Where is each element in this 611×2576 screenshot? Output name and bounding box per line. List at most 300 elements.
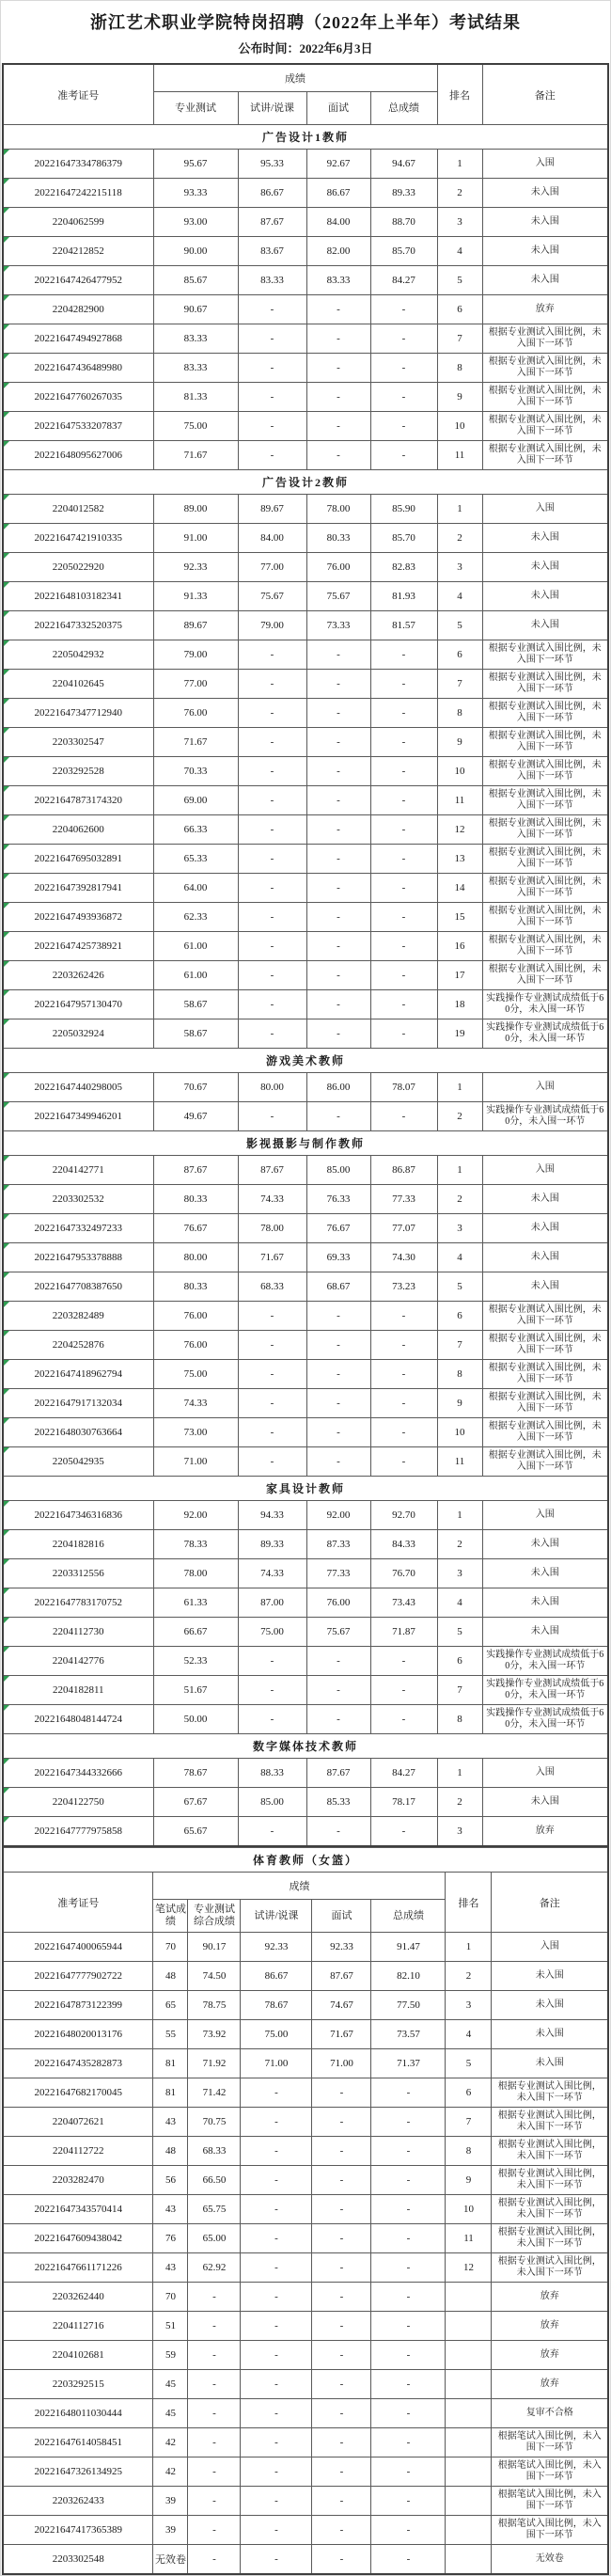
table-row — [3, 412, 608, 441]
admission-no-cell: 20221647760267035 — [3, 383, 153, 412]
rank-cell: 2 — [437, 1788, 482, 1817]
admission-no-cell: 2204012582 — [3, 495, 153, 524]
remark-cell: 根据专业测试入围比例，未入围下一环节 — [482, 815, 608, 845]
score-cell: - — [306, 412, 370, 441]
score-cell: - — [241, 2341, 312, 2370]
score-cell: 75.67 — [238, 582, 306, 611]
rank-cell: 10 — [437, 757, 482, 786]
rank-cell — [446, 2283, 492, 2312]
score-cell: - — [241, 2545, 312, 2575]
section-title: 家具设计教师 — [3, 1477, 608, 1501]
admission-no-cell: 20221647494927868 — [3, 324, 153, 354]
table-row — [3, 1185, 608, 1214]
admission-no-cell: 2204212852 — [3, 237, 153, 266]
admission-no-cell: 20221647242215118 — [3, 179, 153, 208]
remark-cell: 未入围 — [492, 2049, 608, 2078]
score-cell: - — [188, 2516, 241, 2545]
rank-cell: 2 — [437, 179, 482, 208]
table-row — [3, 1676, 608, 1705]
section-header-row — [3, 1131, 608, 1156]
score-cell: - — [312, 2312, 371, 2341]
score-cell: 71.00 — [153, 1447, 238, 1477]
score-cell: - — [241, 2399, 312, 2428]
admission-no-cell: 2203282470 — [3, 2166, 153, 2195]
score-cell: - — [238, 1705, 306, 1734]
rank-cell — [446, 2428, 492, 2457]
score-cell: - — [306, 874, 370, 903]
score-cell: 78.67 — [241, 1991, 312, 2020]
remark-cell: 根据专业测试入围比例，未入围下一环节 — [482, 786, 608, 815]
admission-no-cell: 2205022920 — [3, 553, 153, 582]
score-cell: - — [241, 2195, 312, 2224]
remark-cell: 未入围 — [482, 1185, 608, 1214]
score-cell: 74.33 — [153, 1389, 238, 1418]
rank-cell: 10 — [437, 412, 482, 441]
table-row — [3, 1447, 608, 1477]
score-cell: 76.00 — [306, 1588, 370, 1618]
score-cell: - — [370, 1360, 437, 1389]
score-cell: - — [188, 2428, 241, 2457]
score-cell: 84.33 — [370, 1530, 437, 1559]
score-cell: - — [306, 354, 370, 383]
admission-no-cell: 20221648030763664 — [3, 1418, 153, 1447]
rank-cell: 6 — [437, 1647, 482, 1676]
score-cell: 78.17 — [370, 1788, 437, 1817]
rank-cell: 1 — [437, 1156, 482, 1185]
column-header-admission-no: 准考证号 — [3, 64, 153, 125]
table-row — [3, 2108, 608, 2137]
admission-no-cell: 2204102681 — [3, 2341, 153, 2370]
admission-no-cell: 20221647332497233 — [3, 1214, 153, 1243]
rank-cell — [446, 2457, 492, 2487]
score-cell: - — [312, 2108, 371, 2137]
score-cell: - — [371, 2370, 446, 2399]
score-cell: 71.42 — [188, 2078, 241, 2108]
score-cell: - — [306, 699, 370, 728]
score-cell: 67.67 — [153, 1788, 238, 1817]
score-cell: 88.33 — [238, 1759, 306, 1788]
rank-cell: 18 — [437, 990, 482, 1019]
score-cell: - — [371, 2253, 446, 2283]
rank-cell — [446, 2516, 492, 2545]
score-cell: 85.70 — [370, 237, 437, 266]
score-cell: 85.70 — [370, 524, 437, 553]
score-cell: 42 — [153, 2457, 188, 2487]
admission-no-cell: 2203262426 — [3, 961, 153, 990]
score-cell: - — [238, 728, 306, 757]
score-cell: 45 — [153, 2399, 188, 2428]
score-cell: 61.00 — [153, 932, 238, 961]
score-cell: 76 — [153, 2224, 188, 2253]
score-cell: - — [238, 903, 306, 932]
table-row — [3, 1418, 608, 1447]
remark-cell: 未入围 — [492, 1991, 608, 2020]
score-cell: - — [312, 2370, 371, 2399]
rank-cell: 1 — [437, 1759, 482, 1788]
score-cell: - — [238, 1676, 306, 1705]
table-row — [3, 1272, 608, 1302]
admission-no-cell: 2204282900 — [3, 295, 153, 324]
table-row — [3, 1962, 608, 1991]
rank-cell: 3 — [437, 208, 482, 237]
score-cell: 85.00 — [238, 1788, 306, 1817]
score-cell: - — [371, 2457, 446, 2487]
score-cell: - — [238, 670, 306, 699]
admission-no-cell: 2205042932 — [3, 640, 153, 670]
score-cell: - — [370, 324, 437, 354]
remark-cell: 未入围 — [482, 266, 608, 295]
rank-cell: 4 — [437, 237, 482, 266]
rank-cell: 14 — [437, 874, 482, 903]
rank-cell — [446, 2341, 492, 2370]
score-cell: 79.00 — [153, 640, 238, 670]
table-row — [3, 2516, 608, 2545]
score-cell: 78.00 — [238, 1214, 306, 1243]
remark-cell: 未入围 — [482, 1272, 608, 1302]
admission-no-cell: 20221648103182341 — [3, 582, 153, 611]
rank-cell: 9 — [446, 2166, 492, 2195]
score-cell: 73.92 — [188, 2020, 241, 2049]
score-cell: - — [306, 757, 370, 786]
score-cell: 56 — [153, 2166, 188, 2195]
table-row — [3, 699, 608, 728]
remark-cell: 根据专业测试入围比例，未入围下一环节 — [482, 1360, 608, 1389]
remark-cell: 实践操作专业测试成绩低于60分，未入围一环节 — [482, 1647, 608, 1676]
column-header-remark: 备注 — [492, 1873, 608, 1933]
score-cell: - — [241, 2224, 312, 2253]
column-header-trial-lecture: 试讲/说课 — [241, 1900, 312, 1933]
score-cell: 87.67 — [306, 1759, 370, 1788]
admission-no-cell: 20221647682170045 — [3, 2078, 153, 2108]
admission-no-cell: 2204142771 — [3, 1156, 153, 1185]
table-row — [3, 670, 608, 699]
score-cell: - — [306, 1418, 370, 1447]
score-cell: 86.67 — [306, 179, 370, 208]
rank-cell: 13 — [437, 845, 482, 874]
score-cell: - — [370, 640, 437, 670]
admission-no-cell: 20221647421910335 — [3, 524, 153, 553]
score-cell: - — [312, 2516, 371, 2545]
admission-no-cell: 20221647435282873 — [3, 2049, 153, 2078]
rank-cell: 1 — [437, 150, 482, 179]
score-cell: 85.67 — [153, 266, 238, 295]
table-row — [3, 1102, 608, 1131]
score-cell: - — [371, 2487, 446, 2516]
rank-cell: 1 — [437, 1073, 482, 1102]
score-cell: 94.67 — [370, 150, 437, 179]
remark-cell: 放弃 — [492, 2312, 608, 2341]
score-cell: 77.33 — [370, 1185, 437, 1214]
remark-cell: 根据专业测试入围比例，未入围下一环节 — [482, 1447, 608, 1477]
remark-cell: 根据专业测试入围比例，未入围下一环节 — [492, 2078, 608, 2108]
table-row — [3, 2078, 608, 2108]
score-cell: - — [188, 2283, 241, 2312]
remark-cell: 根据笔试入围比例，未入围下一环节 — [492, 2428, 608, 2457]
score-cell: 76.67 — [153, 1214, 238, 1243]
table-row — [3, 266, 608, 295]
admission-no-cell: 2203302547 — [3, 728, 153, 757]
score-cell: 70.33 — [153, 757, 238, 786]
rank-cell: 7 — [437, 670, 482, 699]
score-cell: - — [370, 757, 437, 786]
rank-cell: 19 — [437, 1019, 482, 1049]
rank-cell: 5 — [446, 2049, 492, 2078]
section-header-row-pe — [3, 1848, 608, 1873]
score-cell: - — [238, 845, 306, 874]
rank-cell: 4 — [437, 582, 482, 611]
score-cell: 71.92 — [188, 2049, 241, 2078]
score-cell: - — [370, 1331, 437, 1360]
table-row — [3, 1991, 608, 2020]
remark-cell: 根据专业测试入围比例，未入围下一环节 — [482, 1389, 608, 1418]
score-cell: 39 — [153, 2516, 188, 2545]
section-title-pe: 体育教师（女篮） — [3, 1848, 608, 1873]
table-row — [3, 2253, 608, 2283]
score-cell: 81.93 — [370, 582, 437, 611]
score-cell: - — [312, 2166, 371, 2195]
remark-cell: 复审不合格 — [492, 2399, 608, 2428]
score-cell: - — [370, 441, 437, 470]
table-row — [3, 2020, 608, 2049]
score-cell: 58.67 — [153, 1019, 238, 1049]
score-cell: 75.00 — [153, 412, 238, 441]
score-cell: - — [188, 2399, 241, 2428]
rank-cell: 11 — [437, 441, 482, 470]
publish-time: 公布时间：2022年6月3日 — [238, 41, 373, 55]
rank-cell: 2 — [437, 524, 482, 553]
admission-no-cell: 20221647708387650 — [3, 1272, 153, 1302]
rank-cell: 6 — [437, 295, 482, 324]
score-cell: 84.27 — [370, 266, 437, 295]
score-cell: 69.00 — [153, 786, 238, 815]
score-cell: - — [370, 1647, 437, 1676]
score-cell: - — [306, 1676, 370, 1705]
admission-no-cell: 2203262440 — [3, 2283, 153, 2312]
table-row — [3, 2312, 608, 2341]
remark-cell: 根据专业测试入围比例，未入围下一环节 — [482, 932, 608, 961]
table-row — [3, 1618, 608, 1647]
remark-cell: 根据专业测试入围比例，未入围下一环节 — [482, 324, 608, 354]
section-title: 影视摄影与制作教师 — [3, 1131, 608, 1156]
table-row — [3, 354, 608, 383]
remark-cell: 未入围 — [482, 1588, 608, 1618]
score-cell: - — [371, 2516, 446, 2545]
score-cell: 42 — [153, 2428, 188, 2457]
column-header-professional-composite: 专业测试综合成绩 — [188, 1900, 241, 1933]
score-cell: 65 — [153, 1991, 188, 2020]
admission-no-cell: 20221647426477952 — [3, 266, 153, 295]
admission-no-cell: 20221647347712940 — [3, 699, 153, 728]
score-cell: 61.00 — [153, 961, 238, 990]
score-cell: - — [371, 2224, 446, 2253]
score-cell: - — [241, 2428, 312, 2457]
score-cell: 78.00 — [153, 1559, 238, 1588]
table-row — [3, 2283, 608, 2312]
score-cell: 87.67 — [312, 1962, 371, 1991]
score-cell: 83.33 — [306, 266, 370, 295]
table-row — [3, 932, 608, 961]
score-cell: 91.00 — [153, 524, 238, 553]
score-cell: 86.67 — [241, 1962, 312, 1991]
score-cell: 51 — [153, 2312, 188, 2341]
table-row — [3, 2195, 608, 2224]
score-cell: - — [306, 1817, 370, 1847]
score-cell: 86.67 — [238, 179, 306, 208]
score-cell: - — [238, 990, 306, 1019]
score-cell: - — [370, 383, 437, 412]
score-cell: 74.50 — [188, 1962, 241, 1991]
section-title: 游戏美术教师 — [3, 1049, 608, 1073]
main-header-row-1 — [3, 64, 608, 92]
score-cell: - — [370, 1102, 437, 1131]
table-row — [3, 150, 608, 179]
score-cell: 79.00 — [238, 611, 306, 640]
rank-cell: 8 — [437, 1705, 482, 1734]
table-row — [3, 2137, 608, 2166]
remark-cell: 未入围 — [482, 553, 608, 582]
table-row — [3, 728, 608, 757]
section-header-row — [3, 1477, 608, 1501]
score-cell: - — [371, 2166, 446, 2195]
score-cell: 80.33 — [153, 1272, 238, 1302]
admission-no-cell: 2204112716 — [3, 2312, 153, 2341]
rank-cell: 3 — [437, 553, 482, 582]
remark-cell: 实践操作专业测试成绩低于60分，未入围一环节 — [482, 1102, 608, 1131]
rank-cell: 11 — [437, 1447, 482, 1477]
score-cell: - — [371, 2283, 446, 2312]
score-cell: 92.33 — [312, 1933, 371, 1962]
score-cell: 58.67 — [153, 990, 238, 1019]
admission-no-cell: 20221647957130470 — [3, 990, 153, 1019]
score-cell: - — [241, 2137, 312, 2166]
rank-cell: 3 — [437, 1817, 482, 1847]
score-cell: - — [370, 1302, 437, 1331]
admission-no-cell: 20221648048144724 — [3, 1705, 153, 1734]
score-cell: 43 — [153, 2108, 188, 2137]
admission-no-cell: 20221647440298005 — [3, 1073, 153, 1102]
score-cell: 89.33 — [238, 1530, 306, 1559]
rank-cell: 6 — [437, 640, 482, 670]
rank-cell: 12 — [446, 2253, 492, 2283]
section-title: 广告设计1教师 — [3, 125, 608, 150]
remark-cell: 入围 — [482, 1073, 608, 1102]
score-cell: 69.33 — [306, 1243, 370, 1272]
score-cell: - — [370, 1389, 437, 1418]
remark-cell: 根据专业测试入围比例，未入围下一环节 — [482, 1331, 608, 1360]
rank-cell: 17 — [437, 961, 482, 990]
score-cell: 73.23 — [370, 1272, 437, 1302]
remark-cell: 入围 — [482, 150, 608, 179]
admission-no-cell: 2204112730 — [3, 1618, 153, 1647]
admission-no-cell: 2203312556 — [3, 1559, 153, 1588]
table-row — [3, 495, 608, 524]
score-cell: - — [306, 1705, 370, 1734]
score-cell: - — [370, 845, 437, 874]
table-row — [3, 2457, 608, 2487]
table-row — [3, 1588, 608, 1618]
score-cell: 52.33 — [153, 1647, 238, 1676]
score-cell: - — [370, 1418, 437, 1447]
remark-cell: 根据专业测试入围比例，未入围下一环节 — [482, 354, 608, 383]
rank-cell: 7 — [437, 1676, 482, 1705]
admission-no-cell: 2203282489 — [3, 1302, 153, 1331]
score-cell: 91.33 — [153, 582, 238, 611]
rank-cell: 1 — [437, 1501, 482, 1530]
remark-cell: 根据专业测试入围比例，未入围下一环节 — [492, 2137, 608, 2166]
score-cell: - — [370, 903, 437, 932]
score-cell: 50.00 — [153, 1705, 238, 1734]
score-cell: 87.00 — [238, 1588, 306, 1618]
score-cell: - — [371, 2399, 446, 2428]
score-cell: - — [370, 1447, 437, 1477]
remark-cell: 根据专业测试入围比例，未入围下一环节 — [482, 903, 608, 932]
table-row — [3, 611, 608, 640]
remark-cell: 未入围 — [482, 208, 608, 237]
score-cell: - — [241, 2253, 312, 2283]
score-cell: 85.00 — [306, 1156, 370, 1185]
score-cell: - — [238, 757, 306, 786]
table-row — [3, 1156, 608, 1185]
rank-cell: 8 — [437, 1360, 482, 1389]
table-row — [3, 179, 608, 208]
main-table-body — [3, 125, 608, 1847]
score-cell: - — [306, 786, 370, 815]
admission-no-cell: 20221647346316836 — [3, 1501, 153, 1530]
score-cell: - — [371, 2108, 446, 2137]
table-row — [3, 324, 608, 354]
remark-cell: 未入围 — [482, 237, 608, 266]
remark-cell: 根据专业测试入围比例，未入围下一环节 — [492, 2166, 608, 2195]
table-row — [3, 2487, 608, 2516]
remark-cell: 未入围 — [482, 1559, 608, 1588]
score-cell: - — [241, 2166, 312, 2195]
table-row — [3, 1360, 608, 1389]
rank-cell: 10 — [437, 1418, 482, 1447]
score-cell: - — [238, 1360, 306, 1389]
score-cell: 90.17 — [188, 1933, 241, 1962]
score-cell: - — [238, 640, 306, 670]
rank-cell — [446, 2487, 492, 2516]
table-row — [3, 1705, 608, 1734]
score-cell: 78.33 — [153, 1530, 238, 1559]
score-cell: - — [238, 1331, 306, 1360]
score-cell: 83.33 — [153, 324, 238, 354]
table-row — [3, 295, 608, 324]
score-cell: 48 — [153, 1962, 188, 1991]
score-cell: 71.67 — [153, 441, 238, 470]
score-cell: 83.67 — [238, 237, 306, 266]
admission-no-cell: 20221647873122399 — [3, 1991, 153, 2020]
table-row — [3, 1302, 608, 1331]
score-cell: - — [306, 728, 370, 757]
column-header-total-score: 总成绩 — [371, 1900, 446, 1933]
remark-cell: 放弃 — [492, 2283, 608, 2312]
score-cell: - — [188, 2370, 241, 2399]
score-cell: - — [306, 324, 370, 354]
table-row — [3, 640, 608, 670]
score-cell: - — [370, 412, 437, 441]
table-row — [3, 383, 608, 412]
remark-cell: 未入围 — [492, 2020, 608, 2049]
score-cell: - — [371, 2545, 446, 2575]
score-cell: - — [312, 2341, 371, 2370]
score-cell: 94.33 — [238, 1501, 306, 1530]
score-cell: 85.90 — [370, 495, 437, 524]
admission-no-cell: 20221647777902722 — [3, 1962, 153, 1991]
section-title: 数字媒体技术教师 — [3, 1734, 608, 1759]
rank-cell: 5 — [437, 266, 482, 295]
rank-cell: 11 — [437, 786, 482, 815]
